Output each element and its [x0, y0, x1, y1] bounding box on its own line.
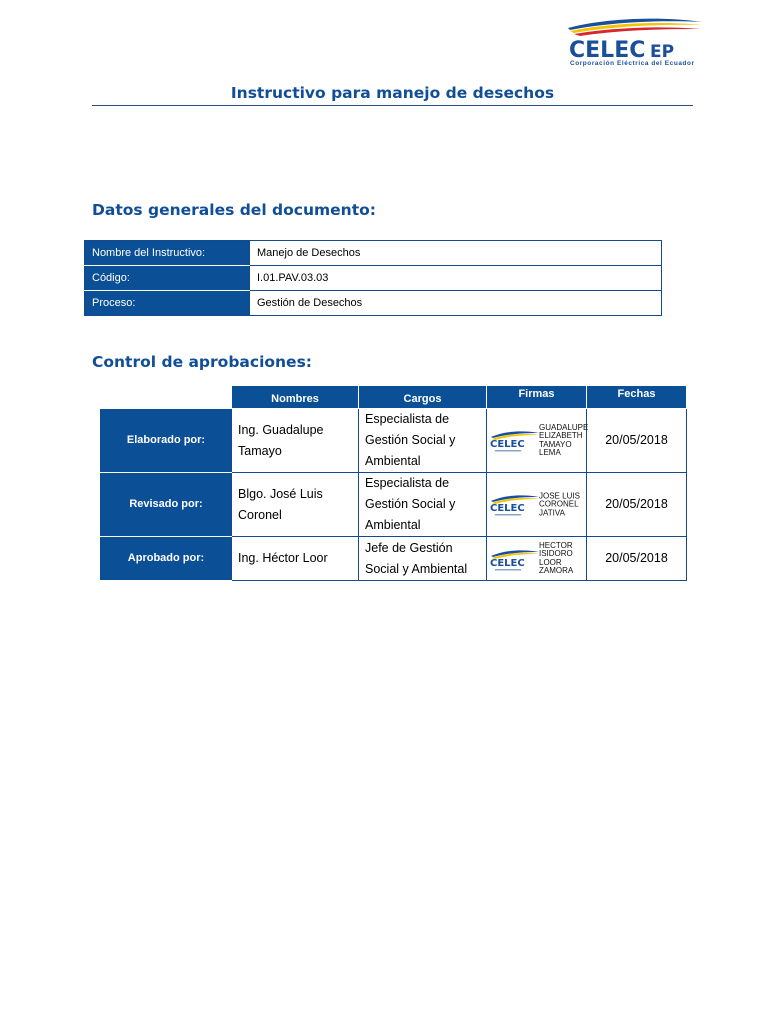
- col-header: Cargos: [359, 386, 487, 409]
- general-data-table: [84, 240, 662, 316]
- header-row: [101, 386, 687, 409]
- cargo-cell: Jefe de Gestión Social y Ambiental: [359, 537, 487, 581]
- corner-cell: [101, 386, 232, 409]
- name-cell: Ing. Héctor Loor: [232, 537, 359, 581]
- signature-logo-icon: [489, 544, 541, 574]
- row-label: Código:: [85, 266, 250, 291]
- signer-name: GUADALUPE ELIZABETH TAMAYO LEMA: [539, 422, 589, 457]
- celec-logo: [566, 16, 706, 70]
- logo-text: CELEC: [569, 38, 646, 60]
- date-cell: 20/05/2018: [587, 473, 687, 537]
- logo-tagline: Corporación Eléctrica del Ecuador: [570, 60, 695, 67]
- row-label: Elaborado por:: [101, 409, 232, 473]
- col-header: Nombres: [232, 386, 359, 409]
- signature-cell: [487, 409, 587, 473]
- row-value: Manejo de Desechos: [250, 241, 662, 266]
- celec-logo-graphic: [566, 16, 706, 60]
- row-label: Proceso:: [85, 291, 250, 316]
- digital-signature: [489, 539, 584, 579]
- row-label: Aprobado por:: [101, 537, 232, 581]
- approvals-section: [100, 385, 686, 581]
- table-row: [101, 473, 687, 537]
- signer-name: JOSE LUIS CORONEL JATIVA: [539, 490, 580, 517]
- table-row: [101, 409, 687, 473]
- logo-suffix: EP: [650, 42, 675, 60]
- signature-cell: [487, 537, 587, 581]
- svg-text:CELEC: CELEC: [490, 557, 525, 569]
- cargo-cell: Especialista de Gestión Social y Ambiental: [359, 473, 487, 537]
- row-value: Gestión de Desechos: [250, 291, 662, 316]
- date-cell: 20/05/2018: [587, 537, 687, 581]
- col-header: Firmas: [487, 386, 587, 409]
- table-row: [85, 291, 662, 316]
- row-label: Revisado por:: [101, 473, 232, 537]
- table-row: [101, 537, 687, 581]
- name-cell: Blgo. José Luis Coronel: [232, 473, 359, 537]
- cargo-cell: Especialista de Gestión Social y Ambiental: [359, 409, 487, 473]
- control-heading: Control de aprobaciones:: [92, 353, 312, 371]
- table-row: [85, 266, 662, 291]
- approvals-table: [100, 385, 687, 581]
- date-cell: 20/05/2018: [587, 409, 687, 473]
- table-row: [85, 241, 662, 266]
- signature-cell: [487, 473, 587, 537]
- datos-heading: Datos generales del documento:: [92, 201, 376, 219]
- svg-text:CELEC: CELEC: [490, 438, 525, 450]
- row-value: I.01.PAV.03.03: [250, 266, 662, 291]
- col-header: Fechas: [587, 386, 687, 409]
- signer-name: HECTOR ISIDORO LOOR ZAMORA: [539, 540, 574, 575]
- document-title: Instructivo para manejo de desechos: [230, 84, 555, 102]
- svg-text:CELEC: CELEC: [490, 502, 525, 514]
- signature-logo-icon: [489, 489, 541, 519]
- name-cell: Ing. Guadalupe Tamayo: [232, 409, 359, 473]
- digital-signature: [489, 419, 589, 463]
- row-label: Nombre del Instructivo:: [85, 241, 250, 266]
- signature-logo-icon: [489, 425, 541, 455]
- digital-signature: [489, 483, 584, 527]
- title-divider: [92, 105, 693, 106]
